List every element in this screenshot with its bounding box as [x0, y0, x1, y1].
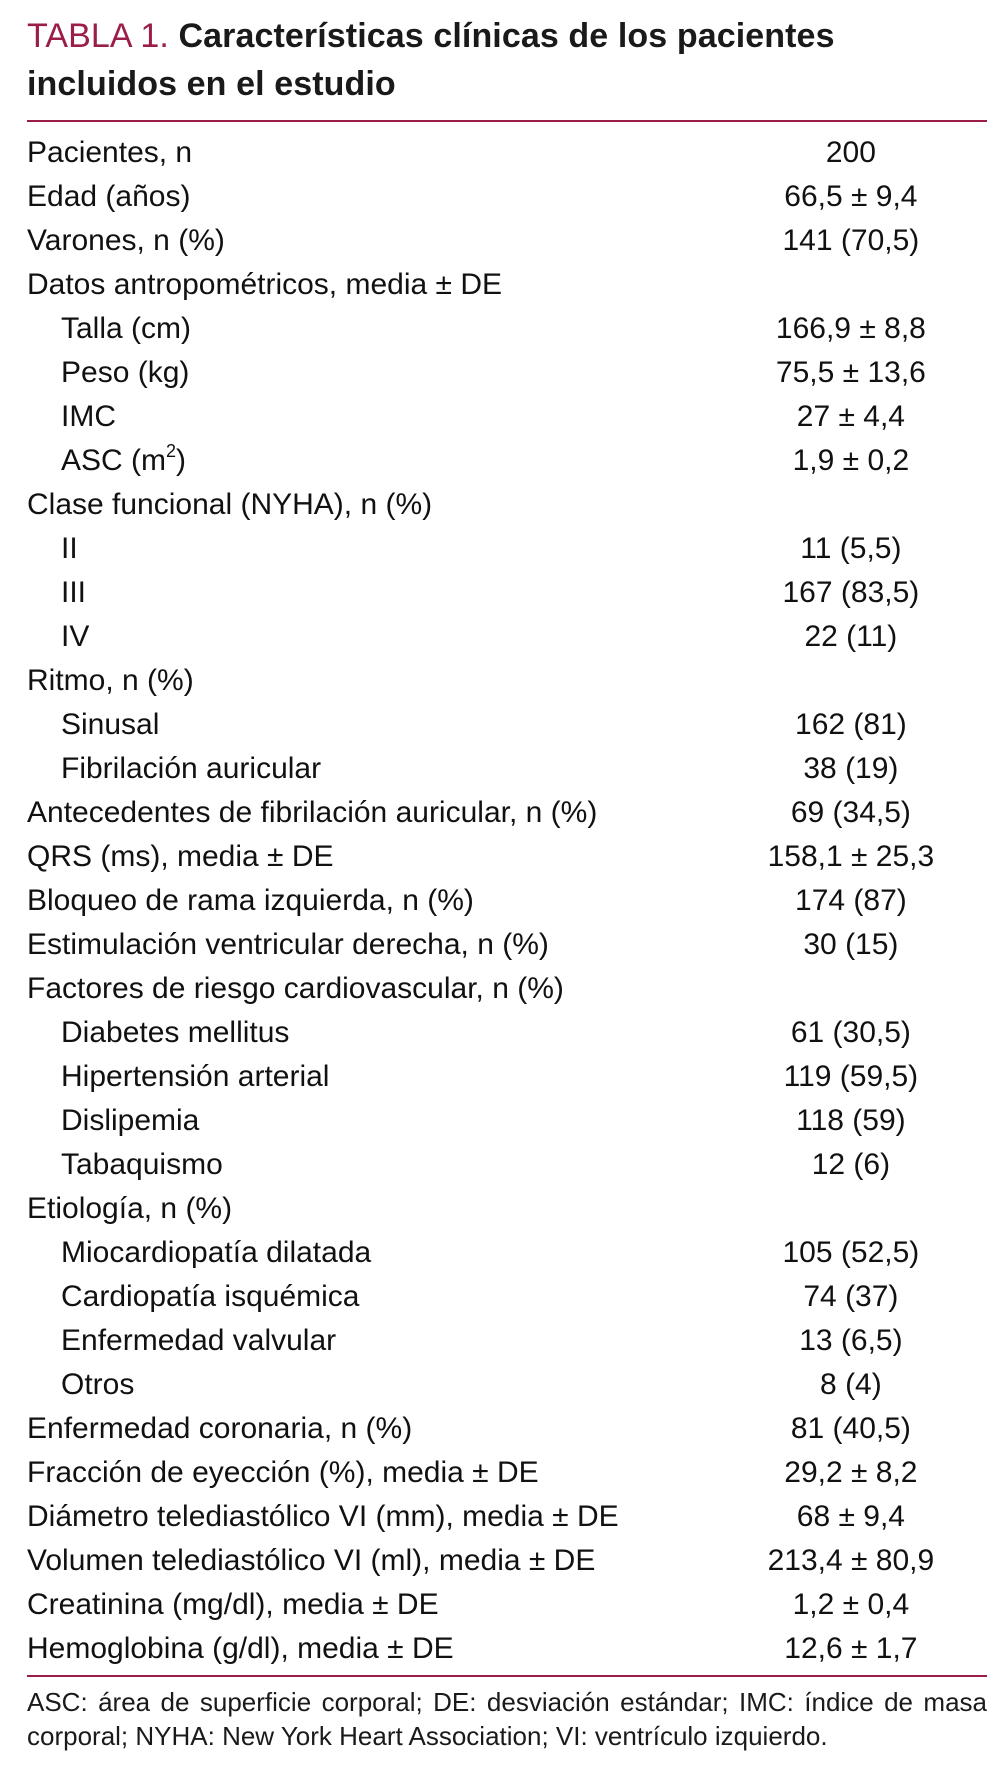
- row-label: [27, 703, 715, 747]
- row-value: 1,9 ± 0,2: [792, 444, 910, 477]
- row-label-text: Fibrilación auricular: [61, 752, 322, 785]
- table-row: [27, 175, 987, 219]
- top-rule: [27, 120, 987, 122]
- row-value: [715, 967, 987, 1011]
- row-value: 75,5 ± 13,6: [775, 356, 926, 389]
- row-label-text: Enfermedad valvular: [61, 1324, 337, 1357]
- row-value: 200: [825, 136, 876, 169]
- table-row: [27, 1451, 987, 1495]
- row-value: 30 (15): [803, 928, 899, 961]
- row-label-text: Datos antropométricos, media ± DE: [27, 268, 502, 301]
- row-value: 105 (52,5): [782, 1236, 920, 1269]
- table-figure: [27, 10, 987, 1753]
- row-label-text: II: [61, 532, 78, 565]
- row-label-text: Tabaquismo: [61, 1148, 223, 1181]
- row-value: 162 (81): [795, 708, 907, 741]
- row-value: 74 (37): [803, 1280, 899, 1313]
- table-row: [27, 263, 987, 307]
- row-label: [27, 747, 715, 791]
- table-row: [27, 219, 987, 263]
- table-row: [27, 1011, 987, 1055]
- row-label: [27, 571, 715, 615]
- row-value: [715, 659, 987, 703]
- row-label-superscript: 2: [166, 441, 177, 461]
- row-label: [27, 483, 715, 527]
- row-label-text: III: [61, 576, 87, 609]
- row-label: [27, 1583, 715, 1627]
- table-row: [27, 1275, 987, 1319]
- table-row: [27, 1099, 987, 1143]
- row-label: [27, 1407, 715, 1451]
- row-label-text: IMC: [61, 400, 116, 433]
- row-label-text: Hemoglobina (g/dl), media ± DE: [27, 1632, 454, 1665]
- row-label: [27, 1231, 715, 1275]
- row-label: [27, 351, 715, 395]
- row-label: [27, 615, 715, 659]
- row-label-suffix: ): [176, 444, 187, 477]
- row-label-text: ASC (m: [61, 444, 166, 477]
- table-label: TABLA 1.: [27, 17, 169, 55]
- table-row: [27, 879, 987, 923]
- row-label: [27, 219, 715, 263]
- row-label-text: Dislipemia: [61, 1104, 200, 1137]
- table-row: [27, 615, 987, 659]
- row-value: 61 (30,5): [790, 1016, 911, 1049]
- table-row: [27, 747, 987, 791]
- table-row: [27, 1319, 987, 1363]
- row-label-text: Peso (kg): [61, 356, 190, 389]
- row-value: 118 (59): [796, 1104, 906, 1137]
- row-value: 69 (34,5): [790, 796, 911, 829]
- table-row: [27, 1495, 987, 1539]
- table-row: [27, 351, 987, 395]
- row-label-text: Sinusal: [61, 708, 160, 741]
- row-label-text: Varones, n (%): [27, 224, 225, 257]
- row-label: [27, 527, 715, 571]
- row-label-text: Cardiopatía isquémica: [61, 1280, 360, 1313]
- table-row: [27, 395, 987, 439]
- row-label: [27, 1143, 715, 1187]
- row-label: [27, 659, 715, 703]
- row-value: [715, 263, 987, 307]
- row-label-text: Enfermedad coronaria, n (%): [27, 1412, 413, 1445]
- row-label-text: IV: [61, 620, 90, 653]
- row-label: [27, 791, 715, 835]
- row-label: [27, 967, 715, 1011]
- table-row: [27, 131, 987, 175]
- row-label-text: Edad (años): [27, 180, 191, 213]
- row-label: [27, 1495, 715, 1539]
- row-value: 29,2 ± 8,2: [784, 1456, 918, 1489]
- row-label-text: Ritmo, n (%): [27, 664, 194, 697]
- row-label: [27, 923, 715, 967]
- row-label: [27, 1187, 715, 1231]
- row-label: [27, 439, 715, 483]
- row-label-text: Etiología, n (%): [27, 1192, 233, 1225]
- row-label-text: Creatinina (mg/dl), media ± DE: [27, 1588, 439, 1621]
- row-label: [27, 1011, 715, 1055]
- row-value: 141 (70,5): [782, 224, 920, 257]
- table-row: [27, 703, 987, 747]
- row-label: [27, 1319, 715, 1363]
- row-value: 81 (40,5): [790, 1412, 911, 1445]
- row-value: 119 (59,5): [783, 1060, 919, 1093]
- row-value: 166,9 ± 8,8: [775, 312, 926, 345]
- row-value: [715, 1187, 987, 1231]
- row-label-text: Clase funcional (NYHA), n (%): [27, 488, 433, 521]
- characteristics-table: [27, 131, 987, 1671]
- row-label-text: Talla (cm): [61, 312, 192, 345]
- row-value: 158,1 ± 25,3: [767, 840, 935, 873]
- row-value: 213,4 ± 80,9: [767, 1544, 935, 1577]
- row-value: 13 (6,5): [799, 1324, 903, 1357]
- table-body: [27, 131, 987, 1671]
- table-row: [27, 1231, 987, 1275]
- row-value: 8 (4): [820, 1368, 882, 1401]
- row-label-text: Antecedentes de fibrilación auricular, n (%): [27, 796, 598, 829]
- row-value: 38 (19): [803, 752, 899, 785]
- table-row: [27, 1407, 987, 1451]
- row-label: [27, 1099, 715, 1143]
- table-row: [27, 483, 987, 527]
- bottom-rule: [27, 1675, 987, 1677]
- row-value: 68 ± 9,4: [796, 1500, 905, 1533]
- table-row: [27, 967, 987, 1011]
- row-label-text: Bloqueo de rama izquierda, n (%): [27, 884, 474, 917]
- table-title: [27, 10, 987, 108]
- row-label-text: Otros: [61, 1368, 135, 1401]
- table-row: [27, 1055, 987, 1099]
- table-row: [27, 791, 987, 835]
- table-row: [27, 659, 987, 703]
- row-value: 174 (87): [795, 884, 907, 917]
- row-value: 12,6 ± 1,7: [784, 1632, 918, 1665]
- table-row: [27, 1143, 987, 1187]
- table-row: [27, 923, 987, 967]
- row-label-text: Diámetro telediastólico VI (mm), media ± DE: [27, 1500, 619, 1533]
- row-label: [27, 879, 715, 923]
- row-value: 22 (11): [804, 620, 898, 653]
- row-label-text: Miocardiopatía dilatada: [61, 1236, 372, 1269]
- table-row: [27, 835, 987, 879]
- row-label-text: Fracción de eyección (%), media ± DE: [27, 1456, 539, 1489]
- row-label-text: Pacientes, n: [27, 136, 193, 169]
- row-value: 12 (6): [811, 1148, 891, 1181]
- row-label: [27, 1055, 715, 1099]
- row-label-text: Hipertensión arterial: [61, 1060, 330, 1093]
- table-footnote: ASC: área de superficie corporal; DE: desviación estándar; IMC: índice de masa corporal; NYHA: New York Heart Association; VI: ventrículo izquierdo.: [27, 1687, 987, 1751]
- row-label: [27, 1363, 715, 1407]
- row-value: 66,5 ± 9,4: [784, 180, 918, 213]
- row-label-text: Factores de riesgo cardiovascular, n (%): [27, 972, 564, 1005]
- row-value: 11 (5,5): [800, 532, 902, 565]
- table-row: [27, 1627, 987, 1671]
- table-row: [27, 1583, 987, 1627]
- row-label: [27, 1627, 715, 1671]
- row-value: 167 (83,5): [782, 576, 920, 609]
- table-row: [27, 571, 987, 615]
- row-label: [27, 131, 715, 175]
- row-label: [27, 1275, 715, 1319]
- row-label: [27, 395, 715, 439]
- table-row: [27, 439, 987, 483]
- table-row: [27, 527, 987, 571]
- row-label: [27, 1539, 715, 1583]
- row-label: [27, 835, 715, 879]
- row-label: [27, 263, 715, 307]
- table-row: [27, 1539, 987, 1583]
- row-label-text: Volumen telediastólico VI (ml), media ± DE: [27, 1544, 596, 1577]
- row-label: [27, 175, 715, 219]
- row-value: 27 ± 4,4: [796, 400, 905, 433]
- table-row: [27, 307, 987, 351]
- row-label-text: Estimulación ventricular derecha, n (%): [27, 928, 549, 961]
- row-label-text: QRS (ms), media ± DE: [27, 840, 334, 873]
- table-row: [27, 1363, 987, 1407]
- row-value: 1,2 ± 0,4: [792, 1588, 910, 1621]
- row-label: [27, 307, 715, 351]
- table-row: [27, 1187, 987, 1231]
- table-title-text: Características clínicas de los pacientes incluidos en el estudio: [27, 17, 835, 103]
- row-value: [715, 483, 987, 527]
- row-label: [27, 1451, 715, 1495]
- row-label-text: Diabetes mellitus: [61, 1016, 290, 1049]
